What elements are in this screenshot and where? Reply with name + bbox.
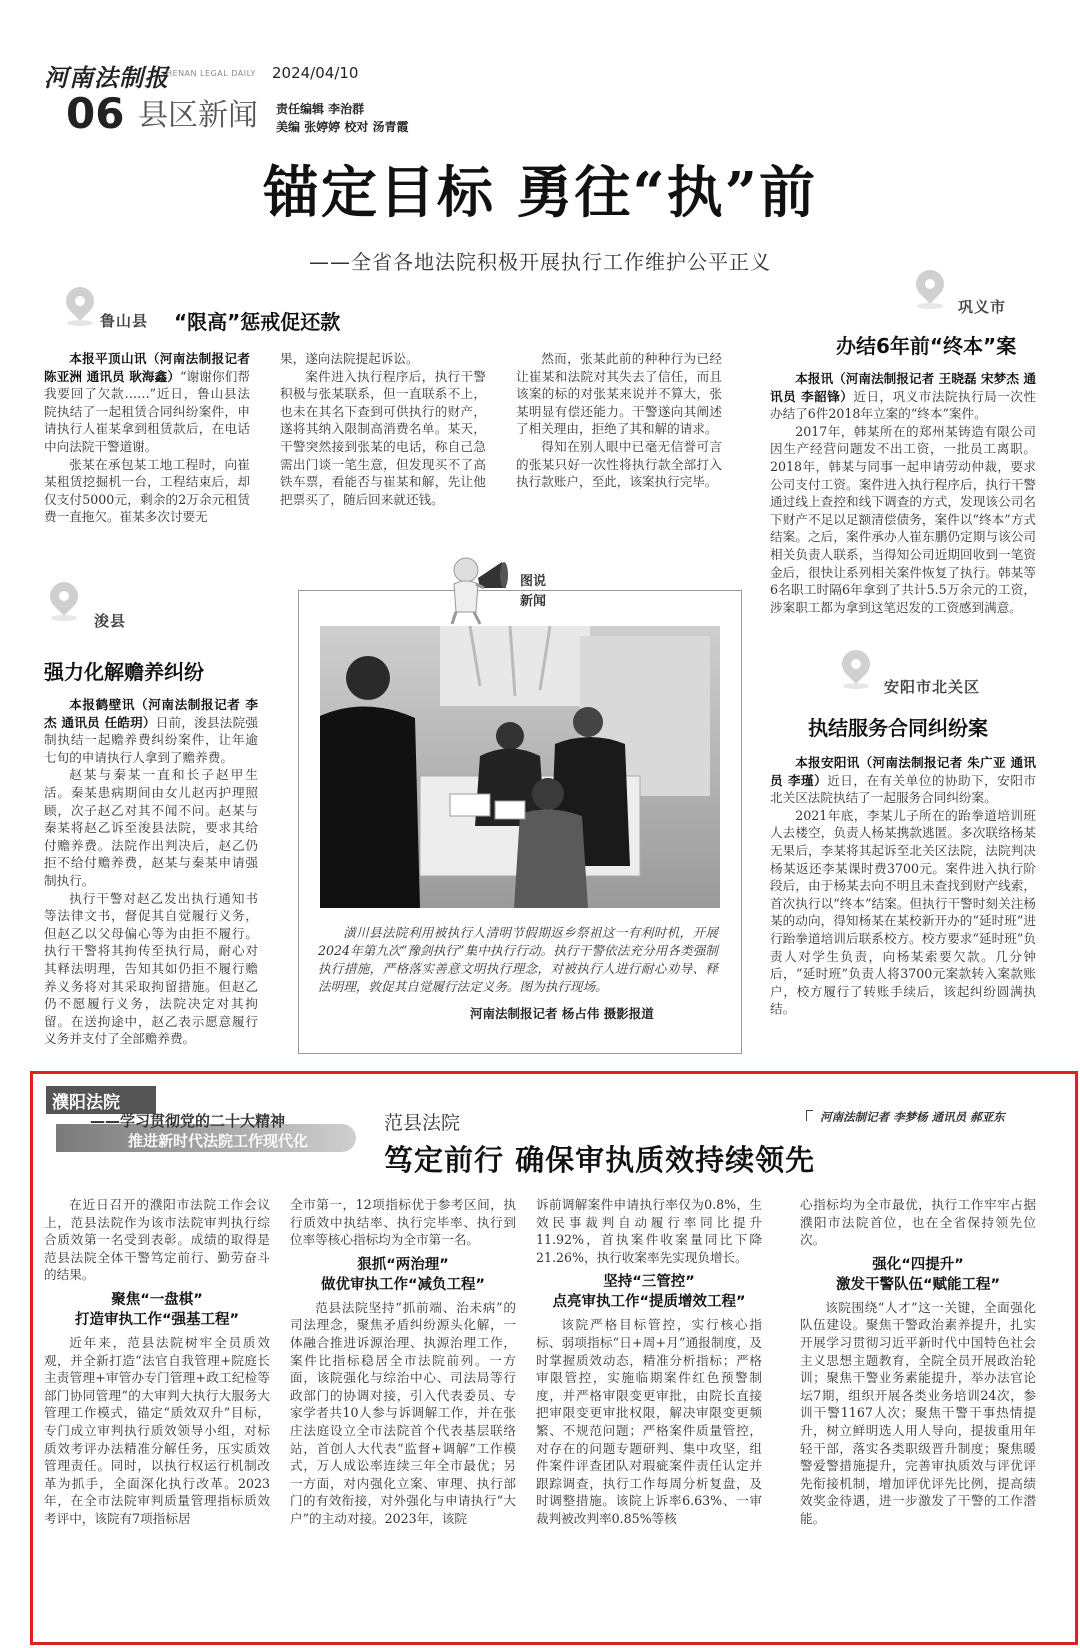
puyang-col4 [800,1196,1036,1528]
megaphone-mascot-icon [440,548,520,628]
paragraph: 2017年，韩某所在的郑州某铸造有限公司因生产经营问题发不出工资，一批员工离职。2018年，韩某与同事一起申请劳动仲裁，要求公司支付工资。案件进入执行程序后，执行干警通过线上查控和线下调查的方式，发现该公司名下财产不足以足额清偿债务，案件以“终本”方式结案。之后，案件承办人崔东鹏仍定期与该公司相关负责人联系，当得知公司近期回收到一笔资金后，很快让系列相关案件恢复了执行。韩某等6名职工时隔6年拿到了共计5.5万余元的工资，涉案职工都为拿到这笔迟发的工资感到满意。 [770,423,1036,615]
byline-bracket [806,1110,813,1121]
pin-shadow [843,683,869,689]
photo-news-badge: 图说新闻 [520,574,547,609]
main-headline: 锚定目标 勇往“执”前 [263,160,817,226]
article-body-lushan-col2 [280,350,486,508]
paragraph: “谢谢你们帮我要回了欠款……”近日，鲁山县法院执结了一起租赁合同纠纷案件，申请执行人崔某拿到租赁款后，在电话中向法院干警道谢。 [44,368,250,454]
editor-credit-1: 责任编辑 李治群 [276,102,365,116]
paragraph: 该院围绕“人才”这一关键，全面强化队伍建设。聚焦干警政治素养提升，扎实开展学习贯彻习近平新时代中国特色社会主义思想主题教育，全院全员开展政治轮训；聚焦干警业务素能提升，举办法官论坛7期，组织开展各类业务培训24次，参训干警1167人次；聚焦干警干事热情提升，树立鲜明选人用人导向，提拔重用年轻干部，落实各类职级晋升制度；聚焦暖警爱警措施提升，完善审执质效与评优评先衔接机制，增加评优评先比例，提高绩效奖金待遇，进一步激发了干警的工作潜能。 [800,1299,1036,1526]
article-body-anyang [770,754,1036,1018]
dateline: 本报鹤壁讯（河南法制报记者 李杰 通讯员 任皓玥） [44,697,258,730]
paragraph: 执行干警对赵乙发出执行通知书等法律文书，督促其自觉履行义务，但赵乙以父母偏心等为由拒不履行。执行干警将其拘传至执行局，耐心对其释法明理，告知其如仍拒不履行赡养义务将对其采取拘留措施。但赵乙仍不愿履行义务，法院决定对其拘留。在送拘途中，赵乙表示愿意履行义务并支付了全部赡养费。 [44,890,258,1047]
paragraph: 心指标均为全市最优，执行工作牢牢占据濮阳市法院首位，也在全省保持领先位次。 [800,1197,1036,1248]
paragraph: 在近日召开的濮阳市法院工作会议上，范县法院作为该市法院审判执行综合质效第一名受到表彰。成绩的取得是范县法院全体干警笃定前行、勤劳奋斗的结果。 [44,1197,270,1283]
column-banner [46,1086,376,1156]
puyang-col2 [290,1196,516,1528]
paragraph: 案件进入执行程序后，执行干警积极与张某联系，但一直联系不上，也未在其名下查到可供执行的财产，遂将其纳入限制高消费名单。某天，干警突然接到张某的电话，称自己急需出门谈一笔生意，但发现买不了高铁车票，看能否与崔某和解，先让他把票买了，随后回来就还钱。 [280,368,486,507]
section-heading-line2: 做优审执工作“减负工程” [320,1276,486,1293]
paragraph: 日前，浚县法院强制执结一起赡养费纠纷案件，让年逾七旬的申请执行人拿到了赡养费。 [44,714,258,765]
puyang-col1 [44,1196,270,1528]
byline-text: 河南法制记者 李梦杨 通讯员 郝亚东 [820,1110,1005,1124]
section-heading-line1: 聚焦“一盘棋” [111,1291,203,1308]
pin-shadow [51,615,77,621]
newspaper-logo: 河南法制报 [44,63,169,92]
section-heading-line2: 点亮审执工作“提质增效工程” [552,1294,746,1311]
editor-credit-2: 美编 张婷婷 校对 汤青霞 [276,120,409,134]
section-heading-line2: 打造审执工作“强基工程” [74,1311,240,1328]
article-body-lushan-col1 [44,350,250,526]
paragraph: 近日，巩义市法院执行局一次性办结了6件2018年立案的“终本”案件。 [770,388,1036,422]
execution-scene-photo [320,626,720,908]
pin-shadow [67,320,93,326]
county-label-junxian: 浚县 [94,612,127,630]
paragraph: 2021年底，李某儿子所在的跆拳道培训班人去楼空，负责人杨某携款逃匿。多次联络杨某无果后，李某将其起诉至北关区法院，法院判决杨某返还李某课时费3700元。案件进入执行阶段后，由于杨某去向不明且未查找到财产线索，首次执行以“终本”结案。但执行干警时刻关注杨某的动向，得知杨某在某校新开办的“延时班”进行跆拳道培训后联系校方。校方要求“延时班”负责人对学生负责，向杨某索要欠款。几分钟后，“延时班”负责人将3700元案款转入案款账户，校方履行了转账手续后，该起纠纷圆满执结。 [770,807,1036,1017]
section-heading [536,1272,762,1312]
puyang-article-title: 笃定前行 确保审执质效持续领先 [384,1143,816,1177]
article-title-junxian: 强力化解赡养纠纷 [44,660,204,684]
page-number: 06 [66,89,125,138]
paragraph: 张某在承包某工地工程时，向崔某租赁挖掘机一台，工程结束后，却仅支付5000元，剩余的2万余元租赁费一直拖欠。崔某多次讨要无 [44,456,250,525]
main-subheadline: ——全省各地法院积极开展执行工作维护公平正义 [309,250,771,274]
section-name: 县区新闻 [138,98,258,133]
paragraph: 该院严格目标管控，实行核心指标、弱项指标“日+周+月”通报制度，及时掌握质效动态，精准分析指标；严格审限管控，实施临期案件红色预警制度，并严格审限变更审批，由院长直接把审限变更审批权限，解决审限变更频繁、不规范问题；严格案件质量管控，对存在的问题专题研判、集中攻坚，组件案件评查团队对瑕疵案件责任认定并跟踪调查，执行工作每周分析复盘，及时调整措施。该院上诉率6.63%、一审裁判被改判率0.85%等核 [536,1317,762,1526]
section-heading-line2: 激发干警队伍“赋能工程” [835,1276,1001,1293]
section-heading-line1: 坚持“三管控” [603,1274,695,1291]
paragraph: 近年来，范县法院树牢全员质效观，并全新打造“法官自我管理+院庭长主责管理+审管办专门管理+政工纪检等部门协同管理”的大审判大执行大服务大管理工作模式，锚定“质效双升”目标，专门成立审判执行质效领导小组，对标质效考评办法精准分解任务，压实质效管理责任。同时，以执行权运行机制改革为抓手，全面深化执行改革。2023年，在全市法院审判质量管理指标质效考评中，该院有7项指标居 [44,1334,270,1526]
location-pin-icon [44,576,84,616]
location-pin-icon [836,644,876,684]
paragraph: 然而，张某此前的种种行为已经让崔某和法院对其失去了信任，而且该案的标的对张某来说并不算大，张某明显有偿还能力。干警遂向其阐述了相关理由，拒绝了其和解的请求。 [516,351,722,437]
article-body-gongyi [770,370,1036,616]
section-heading [44,1290,270,1330]
section-heading-line1: 狠抓“两治理” [357,1256,449,1273]
section-heading-line1: 强化“四提升” [872,1256,964,1273]
paragraph: 诉前调解案件申请执行率仅为0.8%，生效民事裁判自动履行率同比提升11.92%，首执案件收案量同比下降21.26%，执行收案率先实现负增长。 [536,1197,762,1265]
photo-credit: 河南法制报记者 杨占伟 摄影报道 [470,1006,654,1021]
section-heading [800,1255,1036,1295]
paragraph: 果，遂向法院提起诉讼。 [280,351,419,366]
county-label-anyang: 安阳市北关区 [884,678,981,696]
paragraph: 近日，在有关单位的协助下，安阳市北关区法院执结了一起服务合同纠纷案。 [770,772,1037,806]
photo-caption: 潢川县法院利用被执行人清明节假期返乡祭祖这一有利时机，开展2024年第九次“豫剑执行”集中执行行动。执行干警依法充分用各类强制执行措施，严格落实善意文明执行理念，对被执行人进行耐心劝导、释法明理，敦促其自觉履行法定义务。图为执行现场。 [318,925,718,994]
paragraph: 全市第一，12项指标优于参考区间，执行质效中执结率、执行完毕率、执行到位率等核心指标均为全市第一名。 [290,1197,516,1248]
pin-shadow [917,303,943,309]
court-name: 范县法院 [384,1112,461,1134]
byline [806,1106,1005,1125]
county-label-lushan: 鲁山县 [100,312,149,330]
paragraph: 得知在别人眼中已毫无信誉可言的张某只好一次性将执行款全部打入执行款账户，至此，该案执行完毕。 [516,438,722,490]
newspaper-logo-en: HENAN LEGAL DAILY [166,69,256,78]
dateline: 本报讯（河南法制报记者 王晓磊 宋梦杰 通讯员 李韶锋） [770,371,1036,404]
masthead [44,58,604,148]
issue-date: 2024/04/10 [272,64,359,82]
column-slogan-2: 推进新时代法院工作现代化 [128,1132,309,1150]
paragraph: 赵某与秦某一直和长子赵甲生活。秦某患病期间由女儿赵丙护理照顾，次子赵乙对其不闻不问。赵某与秦某将赵乙诉至浚县法院，要求其给付赡养费。法院作出判决后，赵乙仍拒不给付赡养费，赵某与秦某申请强制执行。 [44,767,258,888]
article-title-anyang: 执结服务合同纠纷案 [808,716,988,740]
county-label-gongyi: 巩义市 [958,298,1007,316]
article-title-gongyi: 办结6年前“终本”案 [836,334,1017,358]
paragraph: 范县法院坚持“抓前端、治未病”的司法理念，聚焦矛盾纠纷源头化解，一体融合推进诉源治理、执源治理工作，案件比指标稳居全市法院前列。一方面，该院强化与综治中心、司法局等行政部门的协调对接，引入代表委员、专家学者共10人参与诉调解工作，并在张庄法庭设立全市法院首个代表基层联络站，首创人大代表“监督+调解”工作模式，万人成讼率连续三年全市最优；另一方面，对内强化立案、审理、执行部门的有效衔接，对外强化与申请执行“大户”的主动对接。2023年，该院 [290,1299,516,1526]
article-title-lushan: “限高”惩戒促还款 [174,310,341,334]
column-title: 濮阳法院 [52,1093,120,1113]
article-body-junxian [44,696,258,1048]
section-heading [290,1255,516,1295]
puyang-col3 [536,1196,762,1528]
dateline: 本报平顶山讯（河南法制报记者 陈亚洲 通讯员 耿海鑫） [44,351,250,384]
location-pin-icon [60,281,100,321]
dateline: 本报安阳讯（河南法制报记者 朱广亚 通讯员 李瑾） [770,755,1036,788]
column-slogan-1: ——学习贯彻党的二十大精神 [90,1112,286,1130]
article-body-lushan-col3 [516,350,722,491]
